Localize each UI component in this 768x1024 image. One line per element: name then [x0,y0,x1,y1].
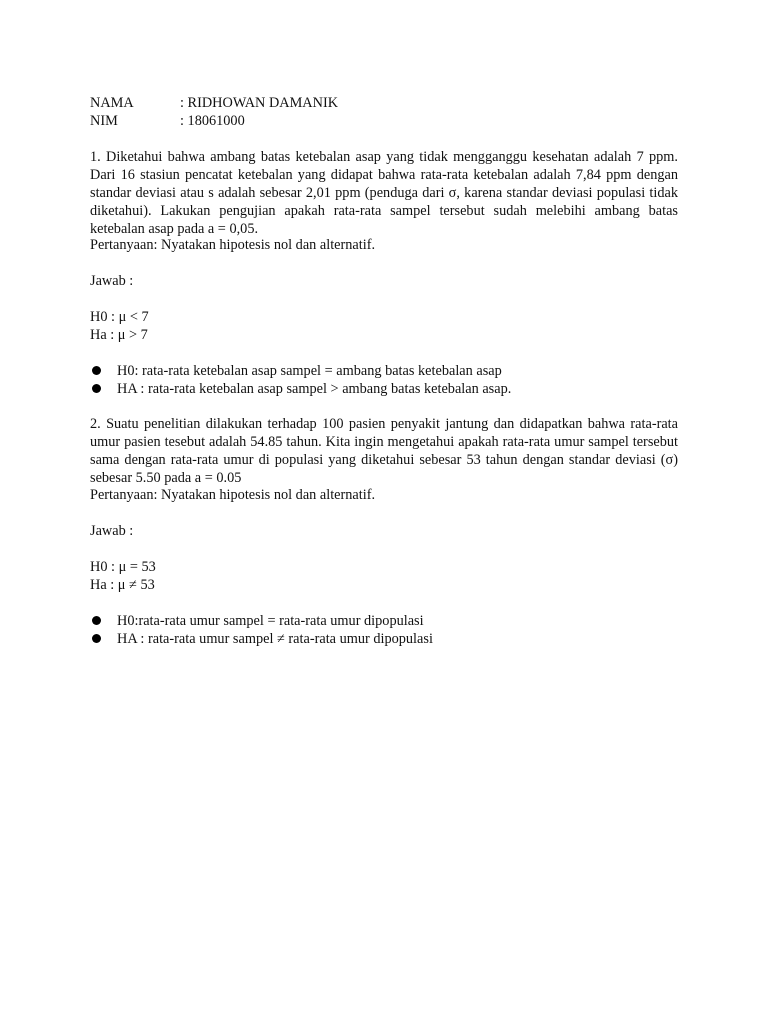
question-1-null-hypothesis: H0 : μ < 7 [90,309,149,325]
question-1-answer-label: Jawab : [90,273,134,289]
bullet-text: H0:rata-rata umur sampel = rata-rata umur dipopulasi [117,613,424,629]
bullet-icon [92,616,101,625]
question-2-answer-label: Jawab : [90,523,134,539]
question-1-prompt: Pertanyaan: Nyatakan hipotesis nol dan alternatif. [90,237,376,253]
question-2-bullet-ha [90,630,433,702]
name-label: NAMA [90,95,134,111]
question-2-text: 2. Suatu penelitian dilakukan terhadap 100 pasien penyakit jantung dan didapatkan bahwa rata-rata umur pasien tesebut adalah 54.85 tahun. Kita ingin mengetahui apakah rata-rata umur sampel tersebut sama dengan rata-rata umur di populasi yang diketahui sebesar 53 tahun dengan standar deviasi (σ) sebesar 5.50 pada a = 0.05 [90,416,678,486]
bullet-icon [92,634,101,643]
nim-value: : 18061000 [180,113,245,129]
nim-label: NIM [90,113,118,129]
question-1-alt-hypothesis: Ha : μ > 7 [90,327,148,343]
bullet-text: HA : rata-rata umur sampel ≠ rata-rata umur dipopulasi [117,631,433,647]
question-1-text: 1. Diketahui bahwa ambang batas ketebalan asap yang tidak mengganggu kesehatan adalah 7 ppm. Dari 16 stasiun pencatat ketebalan yang didapat bahwa rata-rata ketebalan adalah 7,84 ppm dengan standar deviasi atau s adalah sebesar 2,01 ppm (penduga dari σ, karena standar deviasi populasi tidak diketahui). Lakukan pengujian apakah rata-rata sampel tersebut sudah melebihi ambang batas ketebalan asap pada a = 0,05. [90,149,678,237]
bullet-icon [92,366,101,375]
bullet-icon [92,384,101,393]
name-value: : RIDHOWAN DAMANIK [180,95,339,111]
question-2-null-hypothesis: H0 : μ = 53 [90,559,156,575]
bullet-text: H0: rata-rata ketebalan asap sampel = ambang batas ketebalan asap [117,363,502,379]
question-2-prompt: Pertanyaan: Nyatakan hipotesis nol dan alternatif. [90,487,376,503]
question-2-alt-hypothesis: Ha : μ ≠ 53 [90,577,155,593]
bullet-text: HA : rata-rata ketebalan asap sampel > ambang batas ketebalan asap. [117,381,512,397]
